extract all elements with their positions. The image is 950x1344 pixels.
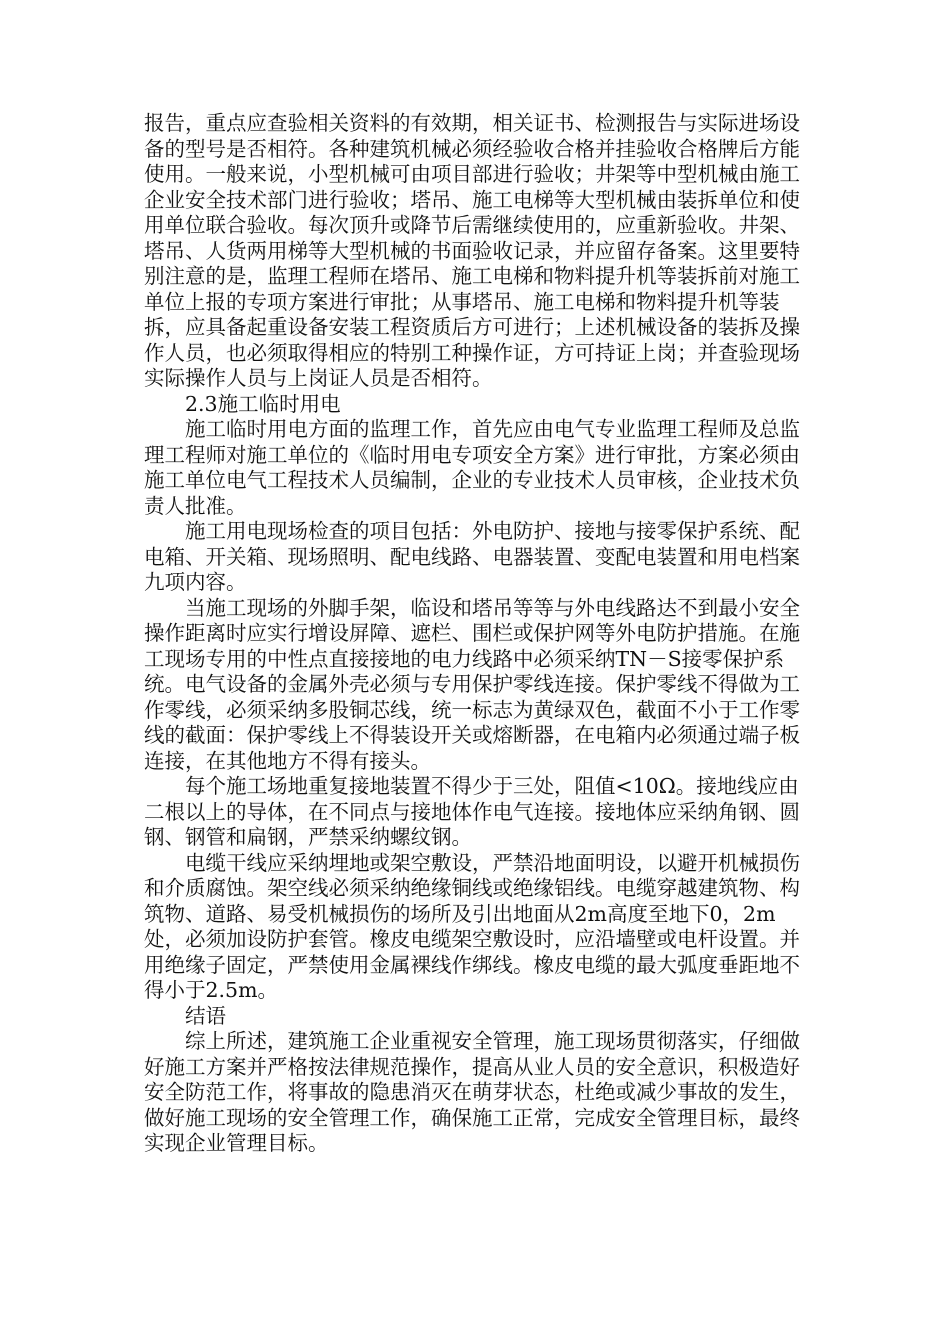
- paragraph-conclusion: 综上所述，建筑施工企业重视安全管理，施工现场贯彻落实，仔细做好施工方案并严格按法律规范操作，提高从业人员的安全意识，积极造好安全防范工作，将事故的隐患消灭在萌芽状态，杜绝或减少事故的发生，做好施工现场的安全管理工作，确保施工正常，完成安全管理目标，最终实现企业管理目标。: [144, 1029, 800, 1155]
- document-body: [144, 111, 810, 1157]
- paragraph-equipment-acceptance: 报告，重点应查验相关资料的有效期，相关证书、检测报告与实际进场设备的型号是否相符。各种建筑机械必须经验收合格并挂验收合格牌后方能使用。一般来说，小型机械可由项目部进行验收；井架等中型机械由施工企业安全技术部门进行验收；塔吊、施工电梯等大型机械由装拆单位和使用单位联合验收。每次顶升或降节后需继续使用的，应重新验收。井架、塔吊、人货两用梯等大型机械的书面验收记录，并应留存备案。这里要特别注意的是，监理工程师在塔吊、施工电梯和物料提升机等装拆前对施工单位上报的专项方案进行审批；从事塔吊、施工电梯和物料提升机等装拆，应具备起重设备安装工程资质后方可进行；上述机械设备的装拆及操作人员，也必须取得相应的特别工种操作证，方可持证上岗；并查验现场实际操作人员与上岗证人员是否相符。: [144, 111, 800, 390]
- paragraph-cable-laying: 电缆干线应采纳埋地或架空敷设，严禁沿地面明设，以避开机械损伤和介质腐蚀。架空线必须采纳绝缘铜线或绝缘铝线。电缆穿越建筑物、构筑物、道路、易受机械损伤的场所及引出地面从2m高度至地下0，2m处，必须加设防护套管。橡皮电缆架空敷设时，应沿墙壁或电杆设置。并用绝缘子固定，严禁使用金属裸线作绑线。橡皮电缆的最大弧度垂距地不得小于2.5m。: [144, 850, 800, 1002]
- paragraph-inspection-items: 施工用电现场检查的项目包括：外电防护、接地与接零保护系统、配电箱、开关箱、现场照明、配电线路、电器装置、变配电装置和用电档案九项内容。: [144, 519, 800, 594]
- paragraph-grounding: 每个施工场地重复接地装置不得少于三处，阻值<10Ω。接地线应由二根以上的导体，在不同点与接地体作电气连接。接地体应采纳角钢、圆钢、钢管和扁钢，严禁采纳螺纹钢。: [144, 774, 800, 849]
- section-heading-temporary-power: 2.3施工临时用电: [185, 391, 341, 416]
- section-heading-conclusion: 结语: [185, 1003, 226, 1028]
- paragraph-power-plan-approval: 施工临时用电方面的监理工作，首先应由电气专业监理工程师及总监理工程师对施工单位的《临时用电专项安全方案》进行审批，方案必须由施工单位电气工程技术人员编制，企业的专业技术人员审核，企业技术负责人批准。: [144, 417, 800, 518]
- paragraph-protection-measures: 当施工现场的外脚手架，临设和塔吊等等与外电线路达不到最小安全操作距离时应实行增设屏障、遮栏、围栏或保护网等外电防护措施。在施工现场专用的中性点直接接地的电力线路中必须采纳TN－S接零保护系统。电气设备的金属外壳必须与专用保护零线连接。保护零线不得做为工作零线，必须采纳多股铜芯线，统一标志为黄绿双色，截面不小于工作零线的截面：保护零线上不得装设开关或熔断器，在电箱内必须通过端子板连接，在其他地方不得有接头。: [144, 595, 800, 773]
